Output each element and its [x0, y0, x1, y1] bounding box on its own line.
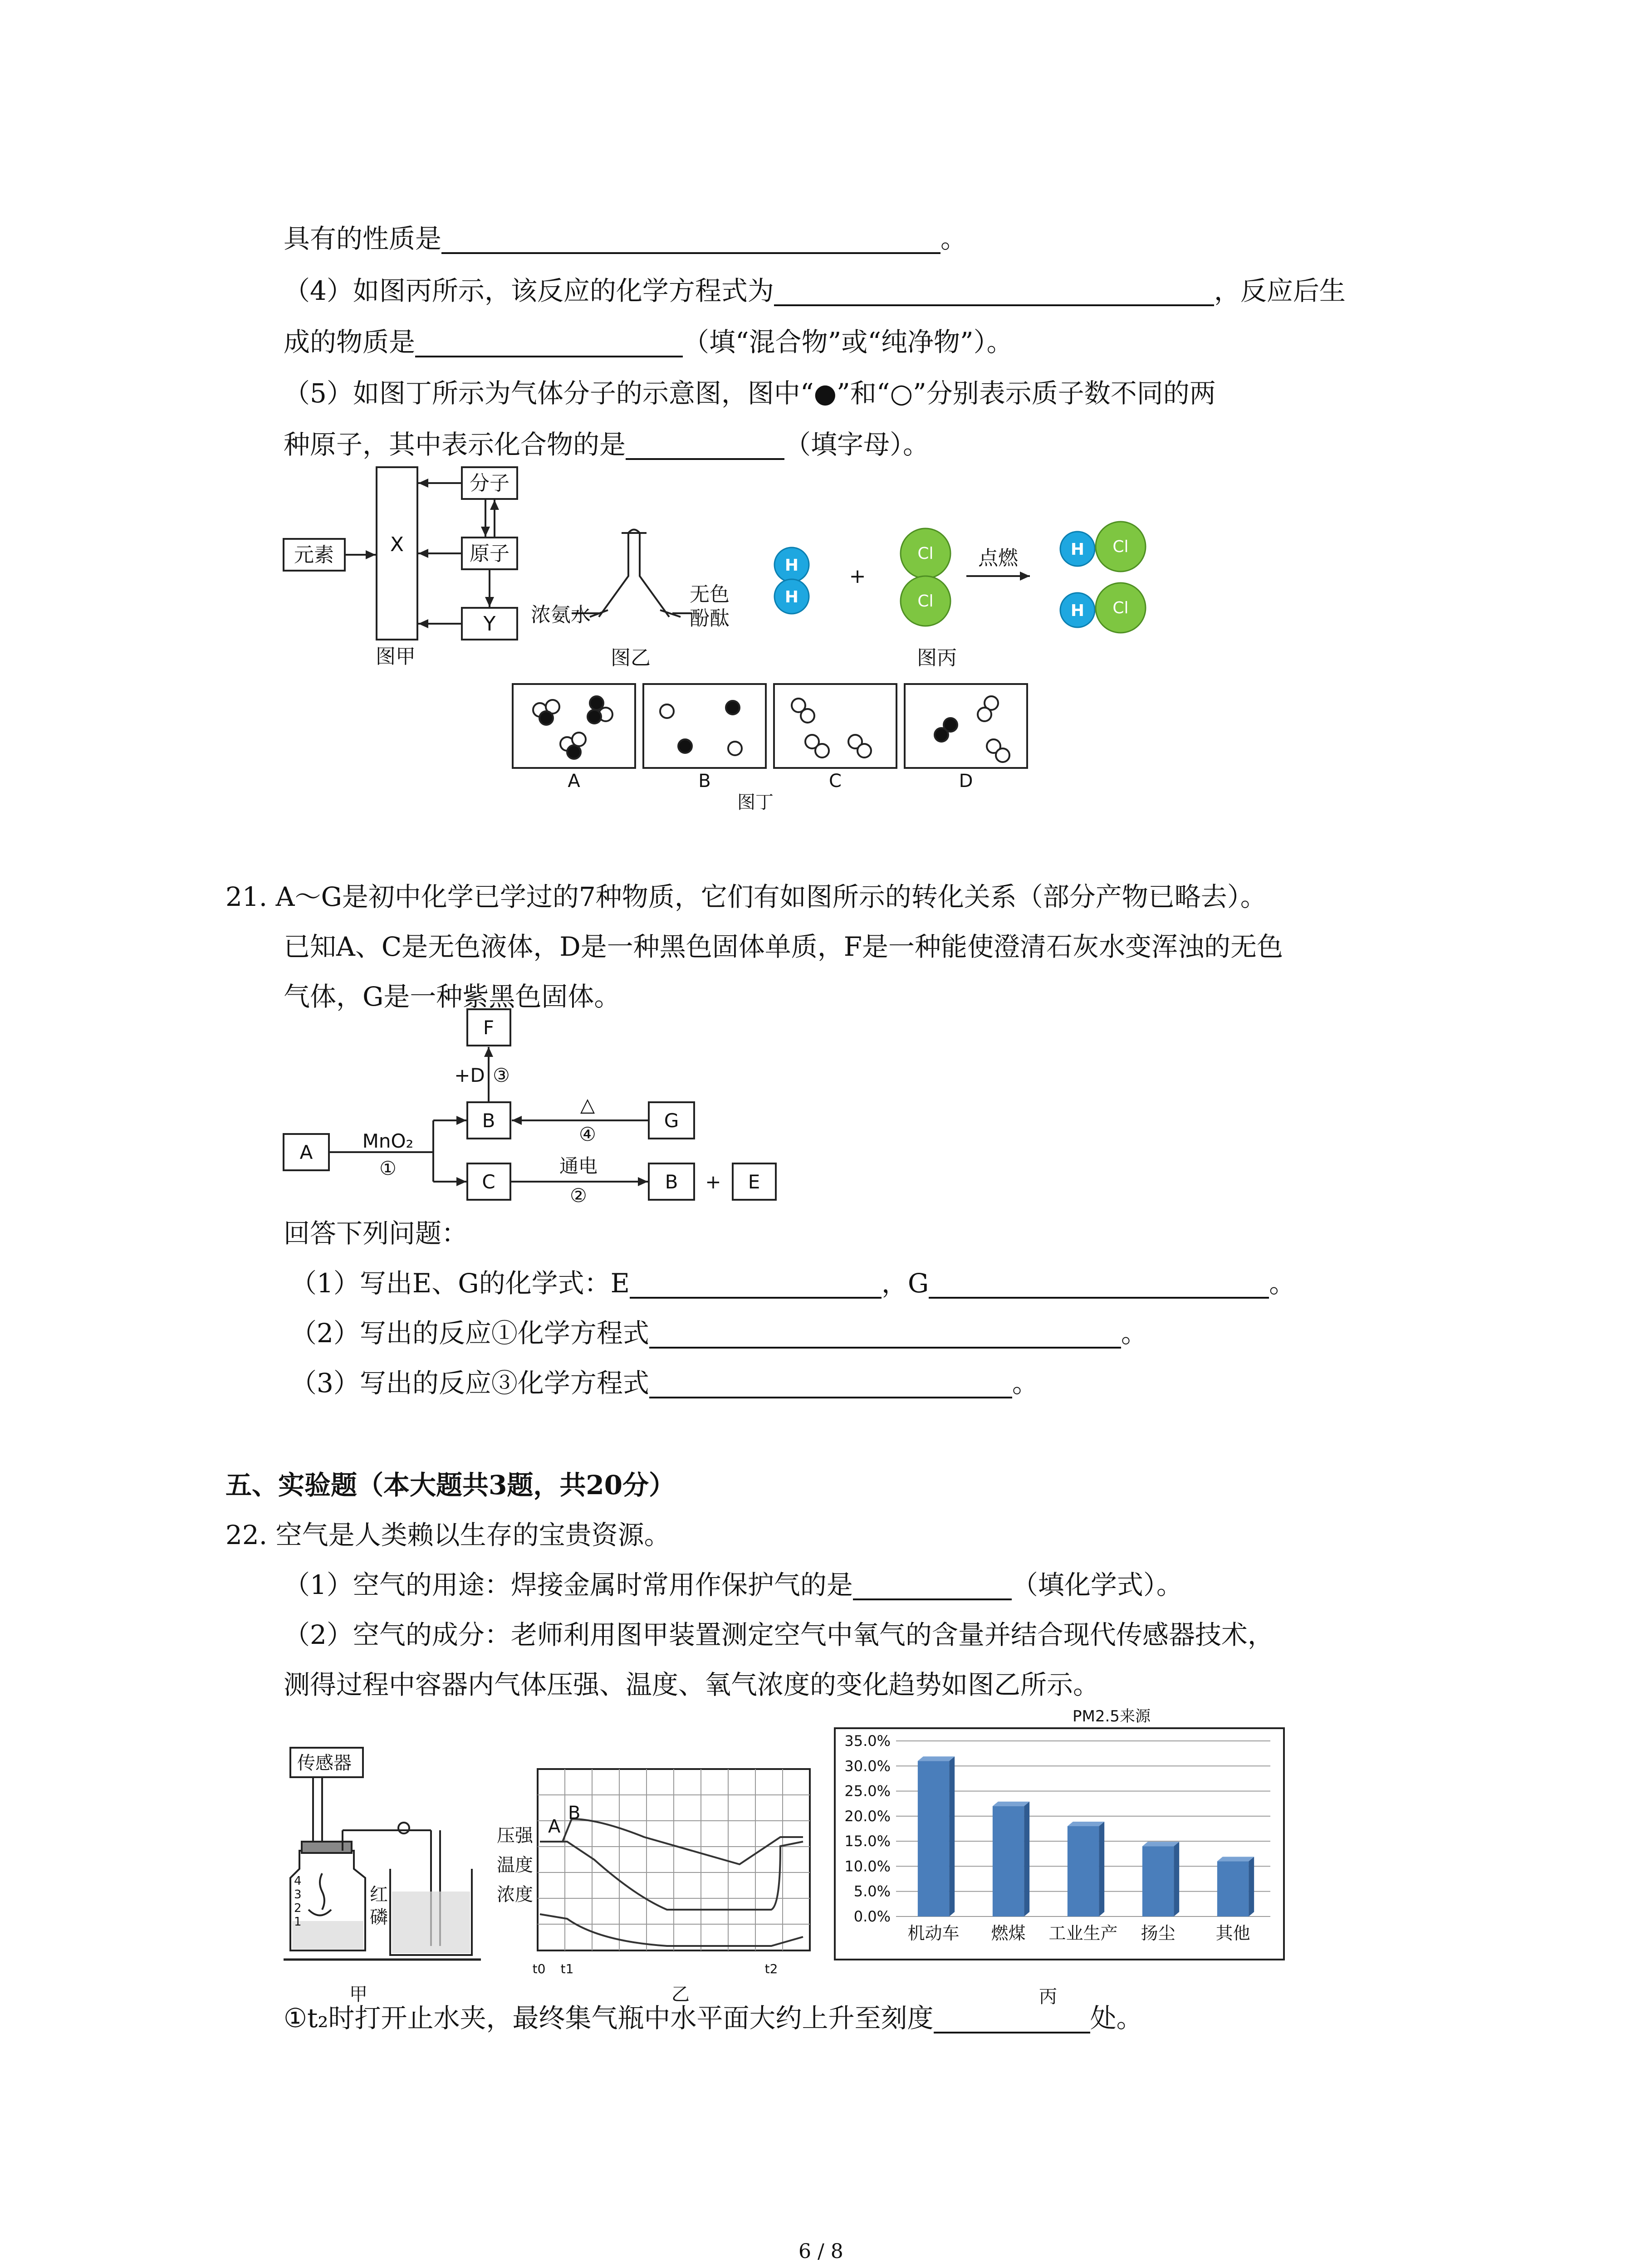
caption-ding: 图丁 [737, 792, 774, 813]
h-label: H [1070, 540, 1085, 559]
node-b: B [482, 1110, 495, 1132]
label-y: Y [483, 612, 496, 635]
bar-燃煤 [993, 1806, 1024, 1916]
caption-jia: 图甲 [376, 645, 416, 668]
label-phenolphthalein: 酚酞 [690, 607, 730, 630]
label-pressure: 压强 [497, 1825, 533, 1846]
box-label-d: D [959, 771, 973, 792]
tick-t2: t2 [764, 1961, 778, 1976]
q22-part2-line-1: （2）空气的成分：老师利用图甲装置测定空气中氧气的含量并结合现代传感器技术， [284, 1619, 1274, 1650]
y-tick-label: 5.0% [853, 1882, 891, 1900]
label-mno2: MnO₂ [362, 1130, 414, 1152]
reaction-4: ④ [579, 1123, 596, 1145]
bar-top [993, 1802, 1029, 1806]
bar-top [1217, 1857, 1254, 1861]
label-ammonia: 浓氨水 [531, 603, 591, 626]
reaction-2: ② [570, 1184, 587, 1207]
q20-part4-line: （4）如图丙所示，该反应的化学方程式为 ，反应后生 [284, 275, 1346, 306]
x-tick-label: 工业生产 [1048, 1923, 1118, 1943]
cl-label: Cl [917, 544, 934, 563]
bar-top [1142, 1842, 1179, 1846]
page-number: 6 / 8 [798, 2240, 843, 2263]
point-a: A [548, 1816, 561, 1837]
node-b-2: B [665, 1171, 678, 1193]
label-concentration: 浓度 [497, 1884, 533, 1905]
bar-side [1099, 1822, 1104, 1916]
caption-yi: 图乙 [611, 646, 651, 670]
bar-top [1068, 1822, 1104, 1826]
q22-intro: 22. 空气是人类赖以生存的宝贵资源。 [225, 1520, 671, 1550]
y-tick-label: 20.0% [844, 1807, 891, 1825]
bar-机动车 [918, 1761, 949, 1916]
y-tick-label: 25.0% [844, 1782, 891, 1800]
bar-其他 [1217, 1861, 1249, 1916]
label-yuanzi: 原子 [470, 542, 509, 565]
q21-ask: 回答下列问题： [284, 1218, 468, 1249]
h-label: H [784, 588, 799, 606]
q21-sub-2: （2）写出的反应①化学方程式 。 [290, 1318, 1147, 1349]
bar-扬尘 [1142, 1846, 1174, 1916]
cl-label: Cl [1112, 599, 1129, 617]
node-a: A [299, 1141, 313, 1163]
bar-工业生产 [1068, 1826, 1099, 1916]
bar-side [1249, 1857, 1254, 1916]
y-tick-label: 35.0% [844, 1732, 891, 1750]
tick-t0: t0 [532, 1961, 546, 1976]
bar-side [1174, 1842, 1179, 1916]
sensor-plot [538, 1769, 810, 1950]
q21-intro-3: 气体，G是一种紫黑色固体。 [284, 981, 621, 1012]
caption-bing-2: 丙 [1039, 1986, 1057, 2007]
scale-3: 3 [294, 1888, 302, 1901]
point-b: B [568, 1803, 581, 1823]
tick-t1: t1 [560, 1961, 574, 1976]
reaction-3: ③ [493, 1064, 510, 1086]
y-tick-label: 30.0% [844, 1757, 891, 1775]
q21-sub-3: （3）写出的反应③化学方程式 。 [290, 1368, 1038, 1398]
bar-top [918, 1756, 955, 1761]
scale-2: 2 [294, 1901, 302, 1915]
x-tick-label: 扬尘 [1141, 1923, 1176, 1943]
q22-part2-line-2: 测得过程中容器内气体压强、温度、氧气浓度的变化趋势如图乙所示。 [284, 1669, 1100, 1700]
label-red: 红 [370, 1884, 388, 1905]
caption-bing: 图丙 [917, 646, 957, 670]
h-label: H [1070, 601, 1085, 620]
plus-sign: + [849, 565, 866, 588]
x-tick-label: 其他 [1215, 1923, 1250, 1943]
box-label-b: B [698, 771, 711, 792]
q21-intro-1: 21. A～G是初中化学已学过的7种物质，它们有如图所示的转化关系（部分产物已略去）。 [225, 881, 1267, 912]
node-g: G [664, 1110, 679, 1132]
caption-jia-2: 甲 [349, 1984, 367, 2005]
chart-title: PM2.5来源 [1073, 1707, 1151, 1725]
q22-sub-q1: ①t₂时打开止水夹，最终集气瓶中水平面大约上升至刻度 处。 [284, 2003, 1143, 2033]
x-tick-label: 燃煤 [991, 1923, 1026, 1943]
plus-sign: + [705, 1171, 721, 1193]
label-sensor: 传感器 [297, 1753, 352, 1774]
q20-part5-line-2: 种原子，其中表示化合物的是 （填字母）。 [284, 429, 930, 460]
y-tick-label: 15.0% [844, 1833, 891, 1850]
cl-label: Cl [917, 592, 934, 611]
node-f: F [483, 1017, 495, 1039]
q22-part1: （1）空气的用途：焊接金属时常用作保护气的是 （填化学式）。 [284, 1569, 1183, 1600]
q20-line-1: 具有的性质是 。 [284, 223, 967, 254]
node-e: E [748, 1171, 760, 1193]
y-tick-label: 10.0% [844, 1857, 891, 1875]
label-phosphorus: 磷 [370, 1907, 388, 1928]
q20-part4-line-2: 成的物质是 （填“混合物”或“纯净物”）。 [284, 327, 1013, 357]
label-temperature: 温度 [497, 1855, 533, 1876]
condition-ignite: 点燃 [978, 547, 1018, 570]
scale-1: 1 [294, 1915, 302, 1929]
box-label-c: C [829, 771, 842, 792]
label-heat: △ [580, 1094, 595, 1116]
label-electrolysis: 通电 [559, 1155, 598, 1177]
box-label-a: A [568, 771, 580, 792]
h-label: H [784, 556, 799, 575]
cl-label: Cl [1112, 538, 1129, 556]
q20-part5-line: （5）如图丁所示为气体分子的示意图，图中“●”和“○”分别表示质子数不同的两 [284, 378, 1216, 409]
caption-yi-2: 乙 [671, 1984, 690, 2005]
scale-4: 4 [294, 1874, 302, 1888]
label-fenzi: 分子 [470, 472, 509, 495]
reaction-1: ① [379, 1157, 397, 1179]
bar-side [1024, 1802, 1029, 1916]
label-yuansu: 元素 [294, 543, 334, 567]
node-c: C [482, 1171, 495, 1193]
x-tick-label: 机动车 [907, 1923, 960, 1943]
answer-blank[interactable] [934, 2032, 1090, 2033]
section-title: 五、实验题（本大题共3题，共20分） [225, 1470, 676, 1501]
q21-intro-2: 已知A、C是无色液体，D是一种黑色固体单质，F是一种能使澄清石灰水变浑浊的无色 [284, 931, 1283, 962]
y-tick-label: 0.0% [853, 1908, 891, 1925]
label-colorless: 无色 [690, 583, 730, 606]
q21-sub-1: （1）写出E、G的化学式：E ，G 。 [290, 1268, 1296, 1299]
label-x: X [390, 533, 404, 556]
bar-side [949, 1756, 955, 1916]
label-plus-d: +D [454, 1064, 485, 1086]
